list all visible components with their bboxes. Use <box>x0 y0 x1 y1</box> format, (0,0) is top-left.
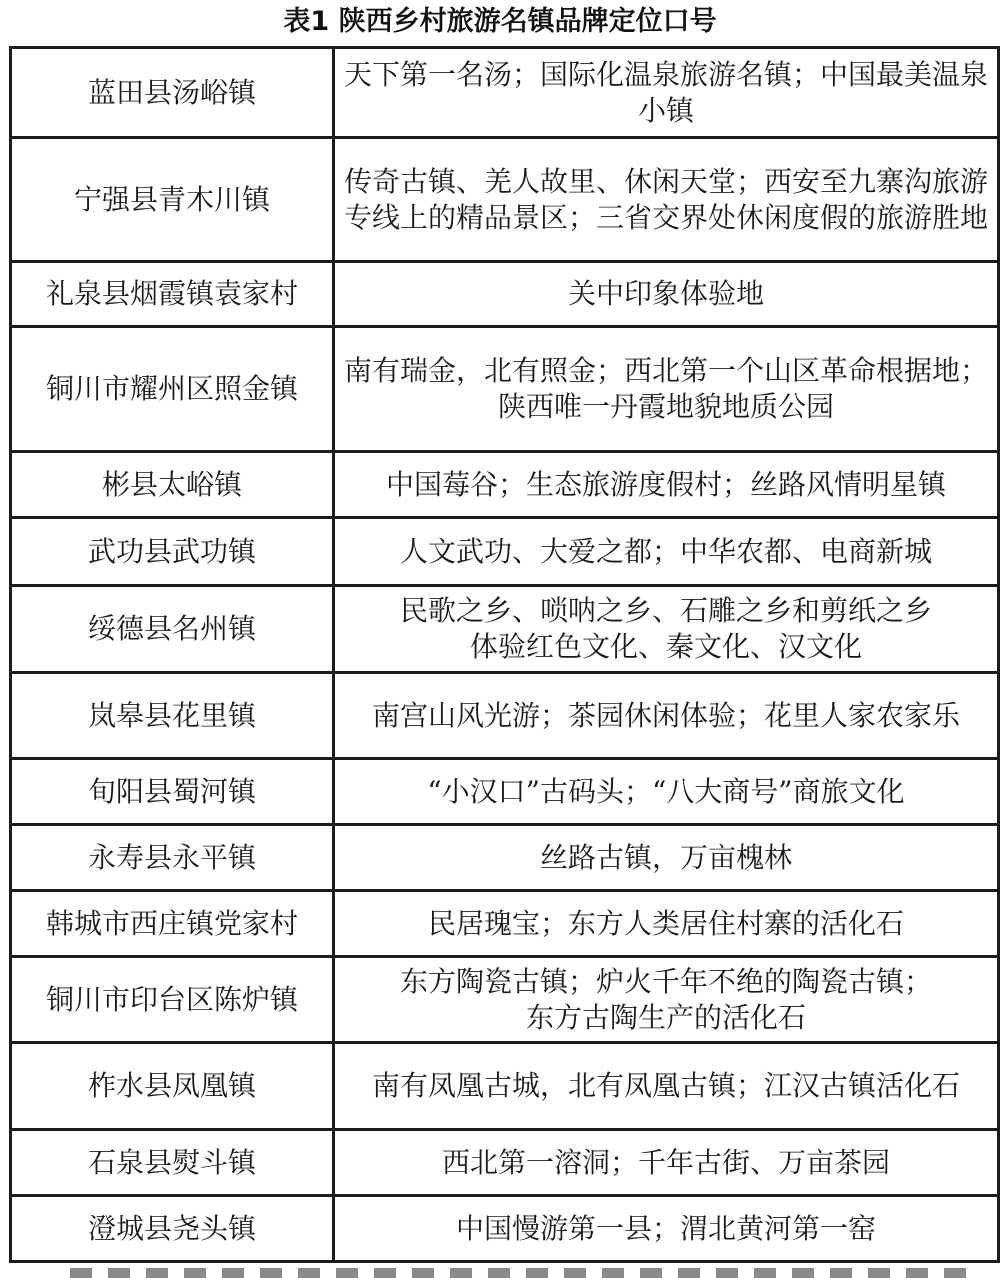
town-name-cell: 韩城市西庄镇党家村 <box>11 891 334 957</box>
town-name-cell: 蓝田县汤峪镇 <box>11 48 334 138</box>
slogan-cell: 民歌之乡、唢呐之乡、石雕之乡和剪纸之乡 体验红色文化、秦文化、汉文化 <box>334 586 999 673</box>
table-caption: 表1 陕西乡村旅游名镇品牌定位口号 <box>283 6 717 37</box>
town-name-cell: 宁强县青木川镇 <box>11 138 334 262</box>
table-row <box>11 825 999 891</box>
table-row <box>11 138 999 262</box>
table-row <box>11 891 999 957</box>
table-row <box>11 1196 999 1262</box>
cut-off-text-line <box>70 1262 970 1278</box>
town-name-cell: 岚皋县花里镇 <box>11 673 334 759</box>
town-name-cell: 礼泉县烟霞镇袁家村 <box>11 262 334 327</box>
slogan-cell: 南宫山风光游；茶园休闲体验；花里人家农家乐 <box>334 673 999 759</box>
slogan-cell: 关中印象体验地 <box>334 262 999 327</box>
town-name-cell: 武功县武功镇 <box>11 518 334 586</box>
slogan-cell: 民居瑰宝；东方人类居住村寨的活化石 <box>334 891 999 957</box>
slogan-cell: 中国莓谷；生态旅游度假村；丝路风情明星镇 <box>334 452 999 518</box>
slogan-cell: 南有凤凰古城，北有凤凰古镇；江汉古镇活化石 <box>334 1043 999 1130</box>
town-name-cell: 绥德县名州镇 <box>11 586 334 673</box>
slogan-cell: 天下第一名汤；国际化温泉旅游名镇；中国最美温泉小镇 <box>334 48 999 138</box>
town-name-cell: 铜川市印台区陈炉镇 <box>11 957 334 1043</box>
table-row <box>11 1130 999 1196</box>
town-name-cell: 澄城县尧头镇 <box>11 1196 334 1262</box>
slogan-cell: 西北第一溶洞；千年古街、万亩茶园 <box>334 1130 999 1196</box>
town-name-cell: 石泉县熨斗镇 <box>11 1130 334 1196</box>
slogan-cell: 传奇古镇、羌人故里、休闲天堂；西安至九寨沟旅游专线上的精品景区；三省交界处休闲度假的旅游胜地 <box>334 138 999 262</box>
table-row <box>11 262 999 327</box>
slogan-table <box>9 46 1000 1263</box>
table-row <box>11 673 999 759</box>
table-row <box>11 957 999 1043</box>
slogan-cell: 中国慢游第一县；渭北黄河第一窑 <box>334 1196 999 1262</box>
slogan-cell: “小汉口”古码头；“八大商号”商旅文化 <box>334 759 999 825</box>
slogan-cell: 人文武功、大爱之都；中华农都、电商新城 <box>334 518 999 586</box>
table-row <box>11 1043 999 1130</box>
town-name-cell: 铜川市耀州区照金镇 <box>11 327 334 452</box>
town-name-cell: 永寿县永平镇 <box>11 825 334 891</box>
town-name-cell: 旬阳县蜀河镇 <box>11 759 334 825</box>
town-name-cell: 彬县太峪镇 <box>11 452 334 518</box>
cut-off-text-fragment <box>70 1268 970 1278</box>
table-row <box>11 586 999 673</box>
slogan-cell: 东方陶瓷古镇；炉火千年不绝的陶瓷古镇； 东方古陶生产的活化石 <box>334 957 999 1043</box>
town-name-cell: 柞水县凤凰镇 <box>11 1043 334 1130</box>
table-row <box>11 518 999 586</box>
slogan-cell: 南有瑞金，北有照金；西北第一个山区革命根据地； 陕西唯一丹霞地貌地质公园 <box>334 327 999 452</box>
slogan-cell: 丝路古镇，万亩槐林 <box>334 825 999 891</box>
table-row <box>11 452 999 518</box>
table-row <box>11 759 999 825</box>
table-row <box>11 48 999 138</box>
table-row <box>11 327 999 452</box>
